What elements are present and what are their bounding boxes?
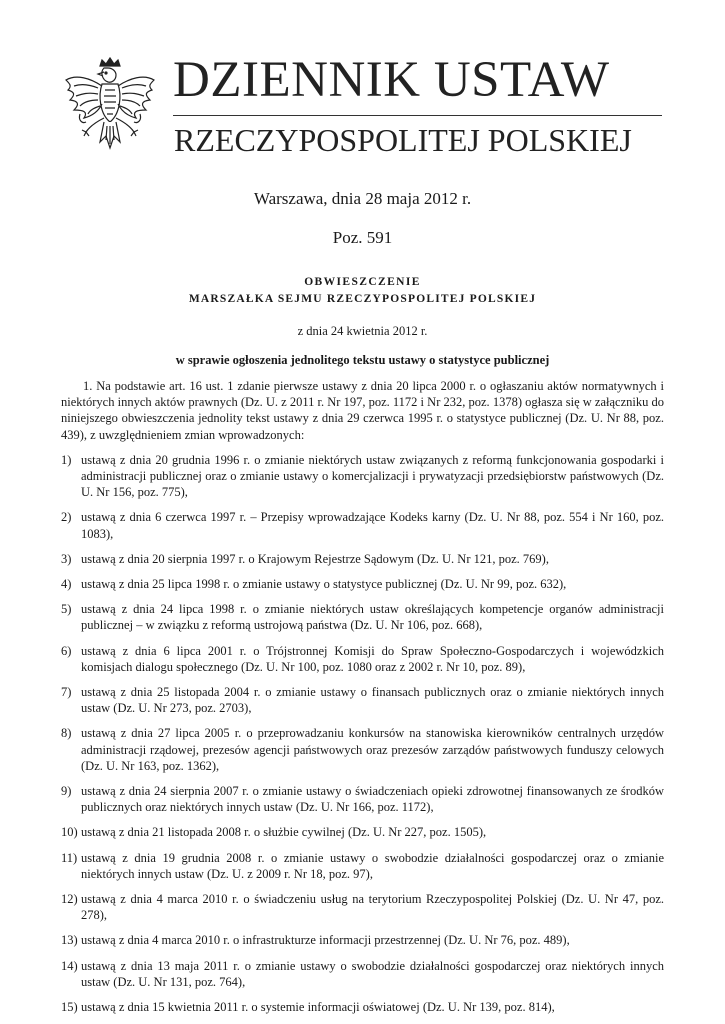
list-item [61, 509, 664, 541]
item-text: ustawą z dnia 24 lipca 1998 r. o zmianie niektórych ustaw określających kompetencje organów administracji publicznej – w związku z reformą ustrojową państwa (Dz. U. Nr 106, poz. 668), [81, 602, 664, 633]
list-item [61, 601, 664, 633]
list-item [61, 551, 664, 567]
list-item [61, 999, 664, 1015]
item-number: 4) [61, 577, 72, 592]
dateline: Warszawa, dnia 28 maja 2012 r. [253, 189, 472, 208]
list-item [61, 932, 664, 948]
item-text: ustawą z dnia 21 listopada 2008 r. o służbie cywilnej (Dz. U. Nr 227, poz. 1505), [81, 825, 487, 840]
item-text: ustawą z dnia 6 czerwca 1997 r. – Przepisy wprowadzające Kodeks karny (Dz. U. Nr 88, poz. 554 i Nr 160, poz. 1083), [81, 510, 664, 541]
item-text: ustawą z dnia 13 maja 2011 r. o zmianie ustawy o swobodzie działalności gospodarczej oraz niektórych innych ustaw (Dz. U. Nr 131, poz. 764), [81, 958, 664, 989]
list-item [61, 824, 664, 840]
item-text: ustawą z dnia 24 sierpnia 2007 r. o zmianie ustawy o świadczeniach opieki zdrowotnej finansowanych ze środków publicznych oraz niektórych innych ustaw (Dz. U. Nr 166, poz. 1172), [81, 784, 664, 815]
item-text: ustawą z dnia 19 grudnia 2008 r. o zmianie ustawy o swobodzie działalności gospodarczej oraz o zmianie niektórych innych ustaw (Dz. U. z 2009 r. Nr 18, poz. 97), [81, 850, 664, 881]
item-text: ustawą z dnia 6 lipca 2001 r. o Trójstronnej Komisji do Spraw Społeczno-Gospodarczych i wojewódzkich komisjach dialogu społecznego (Dz. U. Nr 100, poz. 1080 oraz z 2002 r. Nr 10, poz. 89), [81, 643, 664, 674]
item-number: 8) [61, 726, 72, 741]
item-text: ustawą z dnia 4 marca 2010 r. o infrastrukturze informacji przestrzennej (Dz. U. Nr 76, poz. 489), [81, 933, 570, 948]
item-number: 12) [61, 892, 78, 907]
intro-paragraph: 1. Na podstawie art. 16 ust. 1 zdanie pierwsze ustawy z dnia 20 lipca 2000 r. o ogłaszaniu aktów normatywnych i niektórych innych aktów prawnych (Dz. U. z 2011 r. Nr 197, poz. 1172 i Nr 232, poz. 1378) ogłasza się w załączniku do niniejszego obwieszczenia jednolity tekst ustawy z dnia 29 czerwca 1995 r. o statystyce publicznej (Dz. U. Nr 88, poz. 439), z uwzględnieniem zmian wprowadzonych: [61, 379, 664, 442]
item-number: 13) [61, 933, 78, 948]
item-number: 10) [61, 825, 78, 840]
position-number: Poz. 591 [332, 228, 393, 247]
item-text: ustawą z dnia 20 grudnia 1996 r. o zmianie niektórych ustaw związanych z reformą funkcjonowania gospodarki i administracji publicznej oraz o zmianie ustawy o komercjalizacji i prywatyzacji przedsiębiorstw państwowych (Dz. U. Nr 156, poz. 775), [81, 452, 664, 500]
list-item [61, 783, 664, 815]
list-item [61, 452, 664, 501]
item-number: 1) [61, 452, 72, 467]
list-item [61, 684, 664, 716]
item-number: 9) [61, 784, 72, 799]
document-body [61, 378, 664, 1024]
polish-eagle-emblem-icon [60, 56, 160, 164]
item-number: 14) [61, 958, 78, 973]
journal-title: DZIENNIK USTAW [173, 52, 610, 108]
item-number: 5) [61, 602, 72, 617]
item-number: 11) [61, 850, 78, 865]
item-text: ustawą z dnia 25 lipca 1998 r. o zmianie ustawy o statystyce publicznej (Dz. U. Nr 99, poz. 632), [81, 577, 567, 592]
list-item [61, 850, 664, 882]
item-number: 3) [61, 551, 72, 566]
announcement-issuer: MARSZAŁKA SEJMU RZECZYPOSPOLITEJ POLSKIEJ [188, 293, 537, 305]
list-item [61, 725, 664, 774]
item-text: ustawą z dnia 20 sierpnia 1997 r. o Krajowym Rejestrze Sądowym (Dz. U. Nr 121, poz. 769), [81, 551, 549, 566]
announcement-title: OBWIESZCZENIE [304, 276, 421, 288]
list-item [61, 958, 664, 990]
announcement-date: z dnia 24 kwietnia 2012 r. [297, 324, 428, 338]
title-divider [173, 115, 662, 116]
masthead [60, 52, 670, 172]
item-number: 7) [61, 685, 72, 700]
item-text: ustawą z dnia 4 marca 2010 r. o świadczeniu usług na terytorium Rzeczypospolitej Polskiej (Dz. U. Nr 47, poz. 278), [81, 892, 664, 923]
amendments-list [61, 452, 664, 1015]
list-item [61, 576, 664, 592]
list-item [61, 891, 664, 923]
item-number: 15) [61, 1000, 78, 1015]
list-item [61, 643, 664, 675]
item-number: 2) [61, 510, 72, 525]
announcement-subject: w sprawie ogłoszenia jednolitego tekstu ustawy o statystyce publicznej [175, 353, 550, 367]
item-text: ustawą z dnia 25 listopada 2004 r. o zmianie ustawy o finansach publicznych oraz o zmianie niektórych innych ustaw (Dz. U. Nr 273, poz. 2703), [81, 685, 664, 716]
journal-subtitle: RZECZYPOSPOLITEJ POLSKIEJ [174, 122, 632, 158]
item-text: ustawą z dnia 27 lipca 2005 r. o przeprowadzaniu konkursów na stanowiska kierowników centralnych urzędów administracji rządowej, prezesów agencji państwowych oraz prezesów zarządów państwowych funduszy celowych (Dz. U. Nr 163, poz. 1362), [81, 726, 664, 773]
item-text: ustawą z dnia 15 kwietnia 2011 r. o systemie informacji oświatowej (Dz. U. Nr 139, poz. 814), [81, 1000, 555, 1015]
item-number: 6) [61, 643, 72, 658]
